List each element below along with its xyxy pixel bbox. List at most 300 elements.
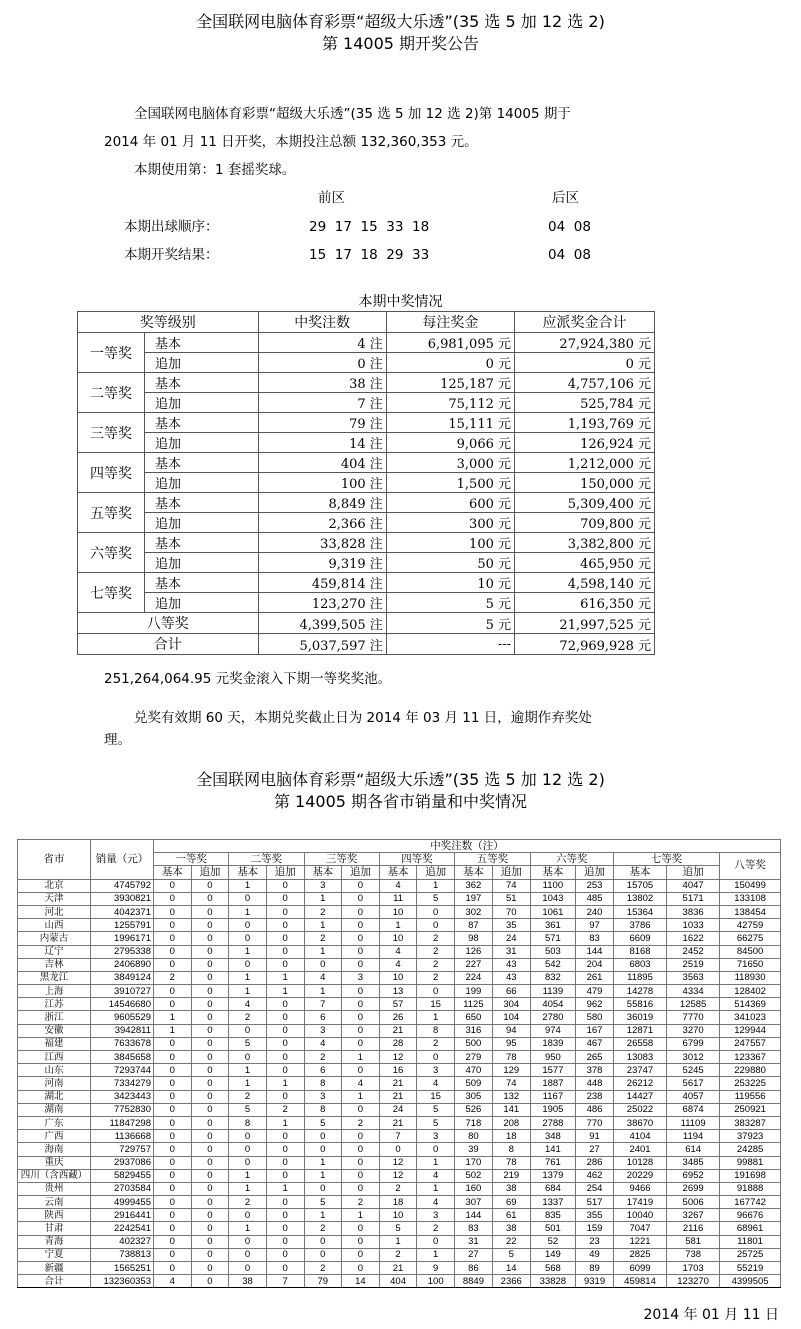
winner-count-cell: 91 <box>576 1130 614 1143</box>
winner-count-cell: 5 <box>379 1222 417 1235</box>
winner-count-cell: 5 <box>417 1103 455 1116</box>
winner-count-cell: 0 <box>191 919 229 932</box>
winner-count-cell: 0 <box>342 1156 380 1169</box>
winner-count-cell: 20229 <box>613 1169 666 1182</box>
winner-count-cell: 1379 <box>530 1169 575 1182</box>
prize-row <box>78 533 655 553</box>
prize-type: 基本 <box>145 413 259 433</box>
winner-count-cell: 96676 <box>720 1209 781 1222</box>
winner-count-cell: 199 <box>455 985 493 998</box>
prize-total: 0 元 <box>515 353 655 373</box>
winner-count-cell: 261 <box>576 971 614 984</box>
winner-count-cell: 4399505 <box>720 1275 781 1288</box>
winner-count-cell: 0 <box>342 945 380 958</box>
winner-count-cell: 8 <box>229 1116 267 1129</box>
prize-level-name: 七等奖 <box>78 573 145 613</box>
winner-count-cell: 9466 <box>613 1182 666 1195</box>
winner-count-cell: 5 <box>229 1103 267 1116</box>
province-row <box>18 985 781 998</box>
winner-count-cell: 571 <box>530 932 575 945</box>
winner-count-cell: 38 <box>229 1275 267 1288</box>
province-sales: 738813 <box>91 1248 154 1261</box>
result-front-numbers: 15 17 18 29 33 <box>309 247 430 263</box>
winner-count-cell: 7770 <box>667 1011 720 1024</box>
winner-count-cell: 0 <box>342 1103 380 1116</box>
province-name: 甘肃 <box>18 1222 91 1235</box>
winner-count-cell: 5245 <box>667 1064 720 1077</box>
winner-count-cell: 0 <box>191 945 229 958</box>
winner-count-cell: 14427 <box>613 1090 666 1103</box>
winner-count-cell: 1061 <box>530 905 575 918</box>
winner-count-cell: 355 <box>576 1209 614 1222</box>
winner-count-cell: 1 <box>229 1182 267 1195</box>
winner-count-cell: 0 <box>342 932 380 945</box>
prize-type: 追加 <box>145 393 259 413</box>
winner-count-cell: 10040 <box>613 1209 666 1222</box>
prize-type: 基本 <box>145 453 259 473</box>
prize-level-name: 合计 <box>78 634 259 655</box>
winner-count-cell: 316 <box>455 1024 493 1037</box>
winner-count-cell: 119556 <box>720 1090 781 1103</box>
prize-level-name: 八等奖 <box>78 613 259 634</box>
prize-per-ticket: --- <box>386 634 514 655</box>
province-row <box>18 1182 781 1195</box>
winner-count-cell: 2 <box>304 932 342 945</box>
winner-count-cell: 132 <box>492 1090 530 1103</box>
winner-count-cell: 302 <box>455 905 493 918</box>
winner-count-cell: 26212 <box>613 1077 666 1090</box>
prize-type: 基本 <box>145 373 259 393</box>
province-name: 宁夏 <box>18 1248 91 1261</box>
province-sales: 3423443 <box>91 1090 154 1103</box>
winner-count-cell: 1 <box>304 985 342 998</box>
prize-per-ticket: 600 元 <box>386 493 514 513</box>
winner-count-cell: 1 <box>379 1235 417 1248</box>
winner-count-cell: 97 <box>576 919 614 932</box>
winner-count-cell: 8 <box>492 1143 530 1156</box>
province-row <box>18 1143 781 1156</box>
prize-per-ticket: 5 元 <box>386 613 514 634</box>
winner-count-cell: 462 <box>576 1169 614 1182</box>
winner-count-cell: 0 <box>191 1275 229 1288</box>
winner-count-cell: 479 <box>576 985 614 998</box>
winner-count-cell: 0 <box>154 1090 192 1103</box>
winner-count-cell: 80 <box>455 1130 493 1143</box>
winner-count-cell: 0 <box>191 905 229 918</box>
winner-count-cell: 2 <box>266 1103 304 1116</box>
province-sales: 2406890 <box>91 958 154 971</box>
winner-count-cell: 0 <box>266 1090 304 1103</box>
province-total-row <box>18 1275 781 1288</box>
winner-count-cell: 14278 <box>613 985 666 998</box>
winner-count: 5,037,597 注 <box>258 634 386 655</box>
winner-count-cell: 4 <box>304 1037 342 1050</box>
prize-per-ticket: 0 元 <box>386 353 514 373</box>
winner-count-cell: 2 <box>304 1051 342 1064</box>
winner-count-cell: 1 <box>379 919 417 932</box>
winner-count-cell: 0 <box>304 958 342 971</box>
winner-count-cell: 1 <box>304 1156 342 1169</box>
province-name: 辽宁 <box>18 945 91 958</box>
winner-count-cell: 118930 <box>720 971 781 984</box>
winner-count-cell: 13 <box>379 985 417 998</box>
winner-count-cell: 361 <box>530 919 575 932</box>
winner-count-cell: 2780 <box>530 1011 575 1024</box>
winner-count-cell: 5 <box>492 1248 530 1261</box>
winner-count: 38 注 <box>258 373 386 393</box>
prize-per-ticket: 5 元 <box>386 593 514 613</box>
winner-count-cell: 0 <box>229 892 267 905</box>
winner-count-cell: 1 <box>417 1248 455 1261</box>
winner-count-cell: 11895 <box>613 971 666 984</box>
validity-note-1: 兑奖有效期 60 天，本期兑奖截止日为 2014 年 03 月 11 日，逾期作弃奖处 <box>134 710 592 726</box>
winner-count-cell: 0 <box>191 1209 229 1222</box>
winner-count-cell: 21 <box>379 1116 417 1129</box>
winner-count-cell: 0 <box>191 1011 229 1024</box>
winner-count: 33,828 注 <box>258 533 386 553</box>
winner-count-cell: 24 <box>379 1103 417 1116</box>
province-row <box>18 1130 781 1143</box>
winner-count-cell: 1 <box>229 879 267 892</box>
winner-count-cell: 0 <box>342 1064 380 1077</box>
winner-count-cell: 89 <box>576 1262 614 1275</box>
winner-count-cell: 4047 <box>667 879 720 892</box>
winner-count-cell: 3270 <box>667 1024 720 1037</box>
winner-count-cell: 12 <box>379 1169 417 1182</box>
announcement-title: 全国联网电脑体育彩票“超级大乐透”(35 选 5 加 12 选 2) <box>196 12 605 31</box>
province-name: 青海 <box>18 1235 91 1248</box>
winner-count-cell: 0 <box>342 1169 380 1182</box>
prize-type: 追加 <box>145 553 259 573</box>
winner-count-cell: 4 <box>417 1077 455 1090</box>
winner-count-cell: 7047 <box>613 1222 666 1235</box>
winner-count-cell: 0 <box>191 1064 229 1077</box>
winner-count-cell: 1125 <box>455 998 493 1011</box>
province-row <box>18 1209 781 1222</box>
winner-count-cell: 718 <box>455 1116 493 1129</box>
header-level: 六等奖 <box>530 853 613 866</box>
header-basic: 基本 <box>154 866 192 879</box>
winner-count-cell: 0 <box>342 892 380 905</box>
winner-count-cell: 229880 <box>720 1064 781 1077</box>
header-sales: 销量（元） <box>91 840 154 880</box>
winner-count-cell: 0 <box>154 1051 192 1064</box>
winner-count-cell: 0 <box>342 1037 380 1050</box>
winner-count-cell: 83 <box>455 1222 493 1235</box>
winner-count-cell: 279 <box>455 1051 493 1064</box>
header-extra: 追加 <box>342 866 380 879</box>
winner-count-cell: 0 <box>154 892 192 905</box>
winner-count-cell: 0 <box>154 985 192 998</box>
header-winner-counts: 中奖注数（注） <box>154 840 781 853</box>
winner-count-cell: 0 <box>154 1143 192 1156</box>
header-level: 四等奖 <box>379 853 454 866</box>
winner-count-cell: 0 <box>191 1077 229 1090</box>
winner-count-cell: 0 <box>266 1222 304 1235</box>
province-sales: 1255791 <box>91 919 154 932</box>
province-name: 贵州 <box>18 1182 91 1195</box>
winner-count-cell: 38 <box>492 1222 530 1235</box>
winner-count-cell: 0 <box>191 998 229 1011</box>
prize-row <box>78 453 655 473</box>
result-label: 本期开奖结果： <box>124 247 219 263</box>
winner-count-cell: 68961 <box>720 1222 781 1235</box>
province-sales: 4745792 <box>91 879 154 892</box>
winner-count-cell: 1 <box>417 1011 455 1024</box>
winner-count-cell: 568 <box>530 1262 575 1275</box>
prize-type: 追加 <box>145 433 259 453</box>
winner-count-cell: 43 <box>492 958 530 971</box>
winner-count-cell: 0 <box>191 985 229 998</box>
province-name: 内蒙古 <box>18 932 91 945</box>
province-name: 重庆 <box>18 1156 91 1169</box>
winner-count-cell: 1 <box>304 1209 342 1222</box>
winner-count-cell: 66275 <box>720 932 781 945</box>
prize-total: 150,000 元 <box>515 473 655 493</box>
winner-count-cell: 0 <box>417 985 455 998</box>
winner-count-cell: 123270 <box>667 1275 720 1288</box>
prize-total: 4,598,140 元 <box>515 573 655 593</box>
province-name: 吉林 <box>18 958 91 971</box>
prize-per-ticket: 100 元 <box>386 533 514 553</box>
winner-count-cell: 36019 <box>613 1011 666 1024</box>
winner-count-cell: 39 <box>455 1143 493 1156</box>
winner-count-cell: 448 <box>576 1077 614 1090</box>
winner-count-cell: 4057 <box>667 1090 720 1103</box>
prize-per-ticket: 300 元 <box>386 513 514 533</box>
prize-table-header <box>78 312 655 333</box>
header-level-eighth: 八等奖 <box>720 853 781 879</box>
winner-count-cell: 0 <box>154 1262 192 1275</box>
winner-count-cell: 0 <box>266 1262 304 1275</box>
winner-count-cell: 10 <box>379 1209 417 1222</box>
winner-count-cell: 16 <box>379 1064 417 1077</box>
winner-count-cell: 2 <box>229 1090 267 1103</box>
province-name: 新疆 <box>18 1262 91 1275</box>
prize-type: 追加 <box>145 473 259 493</box>
province-table <box>17 839 781 1288</box>
winner-count-cell: 1 <box>154 1024 192 1037</box>
winner-count-cell: 83 <box>576 932 614 945</box>
winner-count-cell: 581 <box>667 1235 720 1248</box>
intro-line-1: 全国联网电脑体育彩票“超级大乐透”(35 选 5 加 12 选 2)第 14005 期于 <box>134 106 571 122</box>
winner-count-cell: 0 <box>342 1222 380 1235</box>
province-name: 四川（含西藏） <box>18 1169 91 1182</box>
winner-count-cell: 37923 <box>720 1130 781 1143</box>
winner-count-cell: 3267 <box>667 1209 720 1222</box>
province-row <box>18 1156 781 1169</box>
winner-count-cell: 1 <box>342 1051 380 1064</box>
winner-count-cell: 219 <box>492 1169 530 1182</box>
winner-count-cell: 0 <box>417 905 455 918</box>
province-row <box>18 1051 781 1064</box>
winner-count-cell: 240 <box>576 905 614 918</box>
province-sales: 2916441 <box>91 1209 154 1222</box>
prize-row <box>78 413 655 433</box>
winner-count-cell: 1 <box>266 971 304 984</box>
winner-count-cell: 5 <box>417 1116 455 1129</box>
winner-count-cell: 91888 <box>720 1182 781 1195</box>
winner-count-cell: 7 <box>304 998 342 1011</box>
province-sales: 7334279 <box>91 1077 154 1090</box>
winner-count-cell: 7 <box>379 1130 417 1143</box>
winner-count-cell: 10 <box>379 932 417 945</box>
province-sales: 1565251 <box>91 1262 154 1275</box>
winner-count-cell: 5 <box>417 892 455 905</box>
province-name: 合计 <box>18 1275 91 1288</box>
prize-level-name: 二等奖 <box>78 373 145 413</box>
winner-count-cell: 4 <box>417 1196 455 1209</box>
winner-count-cell: 17419 <box>613 1196 666 1209</box>
winner-count: 8,849 注 <box>258 493 386 513</box>
winner-count-cell: 2699 <box>667 1182 720 1195</box>
prize-total: 27,924,380 元 <box>515 333 655 353</box>
footer-date: 2014 年 01 月 11 日 <box>643 1307 779 1323</box>
winner-count-cell: 0 <box>266 1051 304 1064</box>
prize-per-ticket: 75,112 元 <box>386 393 514 413</box>
winner-count-cell: 1577 <box>530 1064 575 1077</box>
winner-count-cell: 18 <box>379 1196 417 1209</box>
winner-count-cell: 542 <box>530 958 575 971</box>
prize-row <box>78 473 655 493</box>
winner-count-cell: 2825 <box>613 1248 666 1261</box>
winner-count-cell: 144 <box>455 1209 493 1222</box>
winner-count-cell: 0 <box>342 1235 380 1248</box>
winner-count-cell: 8849 <box>455 1275 493 1288</box>
prize-sum-row <box>78 634 655 655</box>
winner-count-cell: 1887 <box>530 1077 575 1090</box>
winner-count-cell: 0 <box>191 879 229 892</box>
winner-count-cell: 0 <box>342 1143 380 1156</box>
winner-count-cell: 12 <box>379 1156 417 1169</box>
winner-count-cell: 9319 <box>576 1275 614 1288</box>
winner-count-cell: 0 <box>266 1156 304 1169</box>
province-row <box>18 998 781 1011</box>
province-sales: 7752830 <box>91 1103 154 1116</box>
prize-total: 4,757,106 元 <box>515 373 655 393</box>
winner-count-cell: 21 <box>379 1024 417 1037</box>
winner-count: 14 注 <box>258 433 386 453</box>
winner-count-cell: 170 <box>455 1156 493 1169</box>
winner-count-cell: 0 <box>229 1262 267 1275</box>
winner-count-cell: 0 <box>266 1130 304 1143</box>
prize-total: 21,997,525 元 <box>515 613 655 634</box>
winner-count-cell: 0 <box>342 1011 380 1024</box>
winner-count-cell: 0 <box>154 1116 192 1129</box>
header-extra: 追加 <box>417 866 455 879</box>
result-back-numbers: 04 08 <box>548 247 591 263</box>
winner-count-cell: 2 <box>417 971 455 984</box>
prize-row <box>78 613 655 634</box>
winner-count-cell: 1 <box>304 919 342 932</box>
winner-count-cell: 78 <box>492 1051 530 1064</box>
front-zone-label: 前区 <box>318 190 345 206</box>
winner-count-cell: 25022 <box>613 1103 666 1116</box>
province-name: 山东 <box>18 1064 91 1077</box>
winner-count: 7 注 <box>258 393 386 413</box>
province-row <box>18 919 781 932</box>
winner-count-cell: 1 <box>417 1182 455 1195</box>
winner-count: 2,366 注 <box>258 513 386 533</box>
winner-count: 100 注 <box>258 473 386 493</box>
province-row <box>18 1064 781 1077</box>
winner-count-cell: 348 <box>530 1130 575 1143</box>
winner-count-cell: 98 <box>455 932 493 945</box>
province-sales: 132360353 <box>91 1275 154 1288</box>
winner-count-cell: 2 <box>342 1196 380 1209</box>
winner-count-cell: 684 <box>530 1182 575 1195</box>
winner-count-cell: 0 <box>266 892 304 905</box>
prize-per-ticket: 3,000 元 <box>386 453 514 473</box>
announcement-subtitle: 第 14005 期开奖公告 <box>321 34 480 53</box>
winner-count-cell: 1 <box>229 905 267 918</box>
winner-count-cell: 835 <box>530 1209 575 1222</box>
winner-count-cell: 0 <box>304 1130 342 1143</box>
winner-count: 4 注 <box>258 333 386 353</box>
winner-count-cell: 74 <box>492 1077 530 1090</box>
winner-count-cell: 15 <box>417 998 455 1011</box>
province-name: 山西 <box>18 919 91 932</box>
winner-count-cell: 160 <box>455 1182 493 1195</box>
winner-count-cell: 0 <box>342 879 380 892</box>
winner-count-cell: 167 <box>576 1024 614 1037</box>
winner-count-cell: 500 <box>455 1037 493 1050</box>
winner-count-cell: 962 <box>576 998 614 1011</box>
winner-count-cell: 0 <box>154 1077 192 1090</box>
prize-type: 基本 <box>145 533 259 553</box>
winner-count-cell: 1839 <box>530 1037 575 1050</box>
province-section-title: 全国联网电脑体育彩票“超级大乐透”(35 选 5 加 12 选 2) <box>196 770 605 789</box>
winner-count-cell: 0 <box>229 1248 267 1261</box>
winner-count-cell: 0 <box>229 1235 267 1248</box>
winner-count-cell: 14 <box>342 1275 380 1288</box>
winner-count-cell: 0 <box>342 1024 380 1037</box>
winner-count-cell: 0 <box>266 1024 304 1037</box>
winner-count-cell: 191698 <box>720 1169 781 1182</box>
province-row <box>18 1090 781 1103</box>
province-name: 河北 <box>18 905 91 918</box>
winner-count-cell: 0 <box>154 1156 192 1169</box>
winner-count-cell: 383287 <box>720 1116 781 1129</box>
province-section-subtitle: 第 14005 期各省市销量和中奖情况 <box>273 792 528 811</box>
winner-count-cell: 4 <box>229 998 267 1011</box>
winner-count-cell: 0 <box>229 1130 267 1143</box>
province-sales: 3845658 <box>91 1051 154 1064</box>
province-name: 北京 <box>18 879 91 892</box>
header-basic: 基本 <box>304 866 342 879</box>
winner-count-cell: 49 <box>576 1248 614 1261</box>
winner-count-cell: 2366 <box>492 1275 530 1288</box>
prize-total: 465,950 元 <box>515 553 655 573</box>
winner-count-cell: 61 <box>492 1209 530 1222</box>
prize-total: 72,969,928 元 <box>515 634 655 655</box>
ball-set-text: 本期使用第：1 套摇奖球。 <box>134 162 296 178</box>
winner-count-cell: 0 <box>154 1064 192 1077</box>
winner-count-cell: 0 <box>154 905 192 918</box>
winner-count-cell: 6799 <box>667 1037 720 1050</box>
winner-count-cell: 3 <box>342 971 380 984</box>
winner-count-cell: 3 <box>304 1090 342 1103</box>
winner-count-cell: 2116 <box>667 1222 720 1235</box>
winner-count-cell: 69 <box>492 1196 530 1209</box>
winner-count-cell: 307 <box>455 1196 493 1209</box>
winner-count-cell: 100 <box>417 1275 455 1288</box>
winner-count-cell: 2401 <box>613 1143 666 1156</box>
winner-count-cell: 57 <box>379 998 417 1011</box>
winner-count-cell: 0 <box>417 919 455 932</box>
winner-count-cell: 27 <box>576 1143 614 1156</box>
winner-count-cell: 0 <box>229 958 267 971</box>
